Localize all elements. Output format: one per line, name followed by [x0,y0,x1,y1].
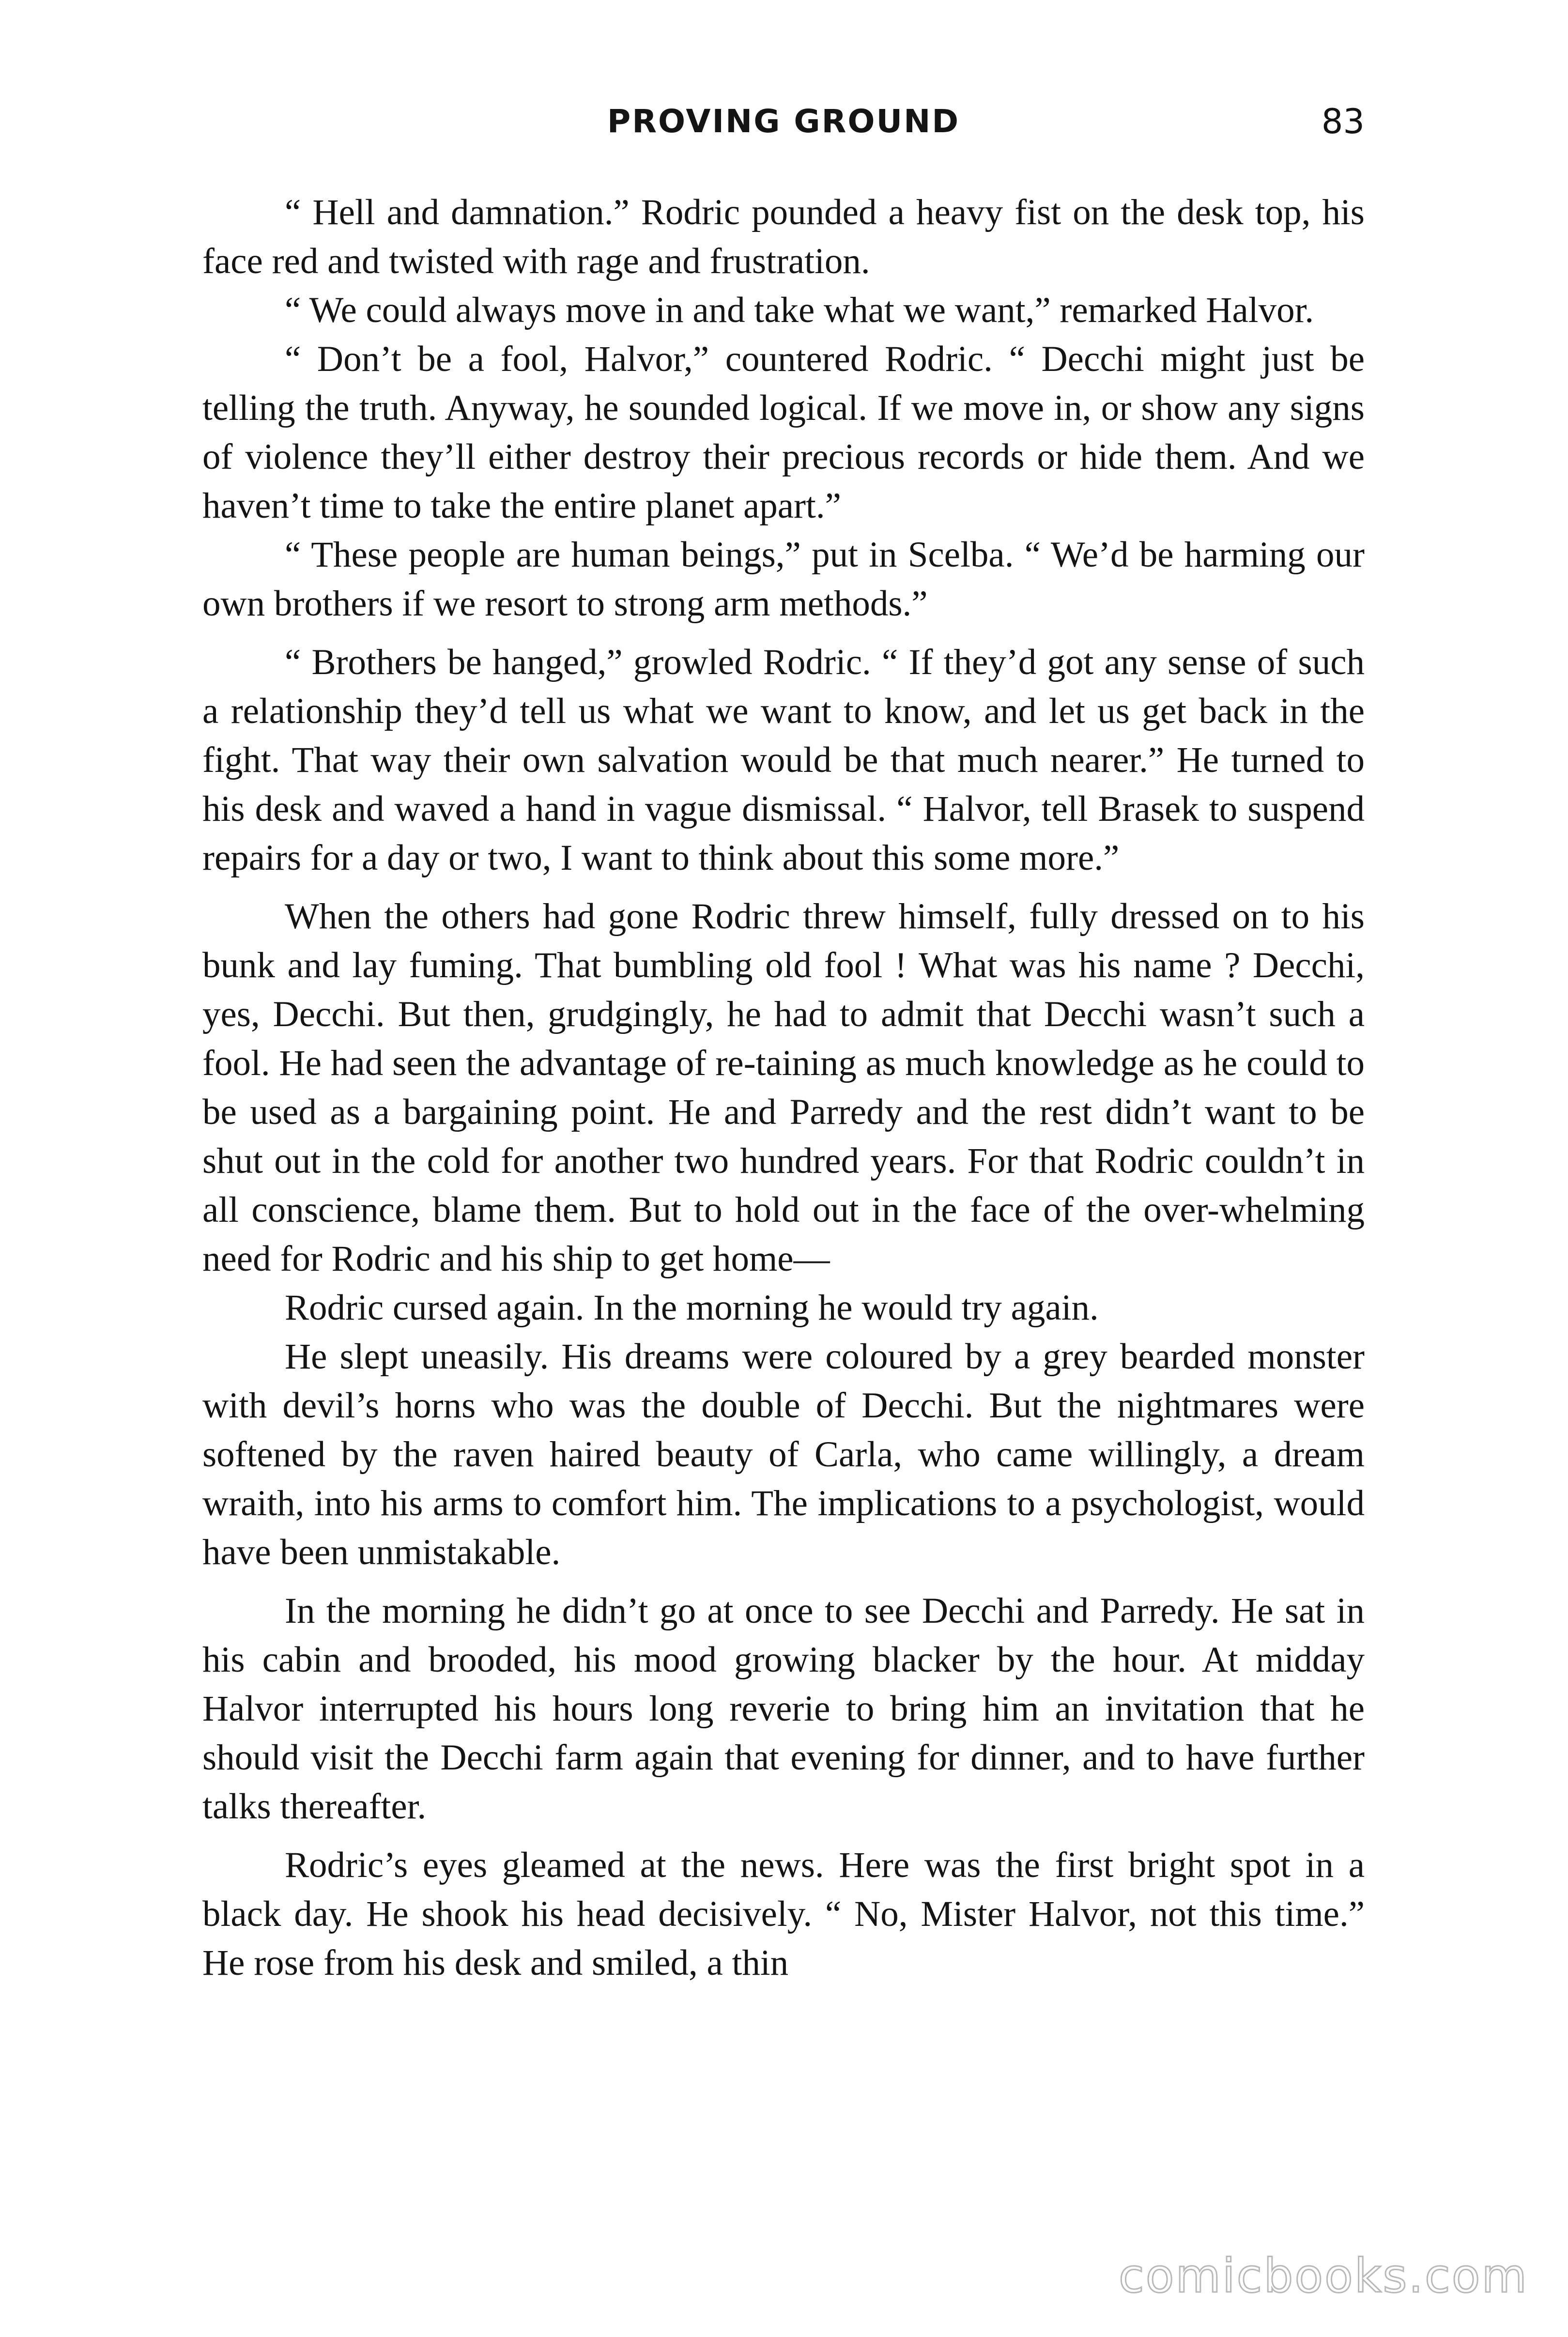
paragraph: “ We could always move in and take what we want,” remarked Halvor. [285,290,1314,330]
paragraph: In the morning he didn’t go at once to see Decchi and Parredy. He sat in his cabin and brooded, his mood growing blacker by the hour. At midday Halvor interrupted his hours long reverie to bring him an invitation that he should visit the Decchi farm again that evening for dinner, and to have further talks thereafter. [202,1591,1365,1827]
paragraph: “ Brothers be hanged,” growled Rodric. “ If they’d got any sense of such a relationship they’d tell us what we want to know, and let us get back in the fight. That way their own salvation would be that much nearer.” He turned to his desk and waved a hand in vague dismissal. “ Halvor, tell Brasek to suspend repairs for a day or two, I want to think about this some more.” [202,642,1365,878]
paragraph: Rodric’s eyes gleamed at the news. Here was the first bright spot in a black day. He shook his head decisively. “ No, Mister Halvor, not this time.” He rose from his desk and smiled, a thin [202,1845,1365,1983]
paragraph: “ These people are human beings,” put in Scelba. “ We’d be harming our own brothers if we resort to strong arm methods.” [202,535,1365,624]
paragraph: “ Don’t be a fool, Halvor,” countered Rodric. “ Decchi might just be telling the truth. Anyway, he sounded logical. If we move in, or show any signs of violence they’ll either destroy their precious records or hide them. And we haven’t time to take the entire planet apart.” [202,339,1365,526]
running-title: PROVING GROUND [607,103,960,140]
running-header [202,95,1365,148]
body-text [202,188,1365,1987]
paragraph: When the others had gone Rodric threw himself, fully dressed on to his bunk and lay fuming. That bumbling old fool ! What was his name ? Decchi, yes, Decchi. But then, grudgingly, he had to admit that Decchi wasn’t such a fool. He had seen the advantage of re-taining as much knowledge as he could to be used as a bargaining point. He and Parredy and the rest didn’t want to be shut out in the cold for another two hundred years. For that Rodric couldn’t in all conscience, blame them. But to hold out in the face of the over-whelming need for Rodric and his ship to get home— [202,896,1365,1279]
paragraph: He slept uneasily. His dreams were coloured by a grey bearded monster with devil’s horns who was the double of Decchi. But the nightmares were softened by the raven haired beauty of Carla, who came willingly, a dream wraith, into his arms to comfort him. The implications to a psychologist, would have been unmistakable. [202,1337,1365,1572]
paragraph: Rodric cursed again. In the morning he would try again. [285,1288,1099,1328]
page-number: 83 [1321,102,1365,141]
watermark: comicbooks.com [1118,2249,1528,2303]
paragraph: “ Hell and damnation.” Rodric pounded a heavy fist on the desk top, his face red and twisted with rage and frustration. [202,192,1365,281]
